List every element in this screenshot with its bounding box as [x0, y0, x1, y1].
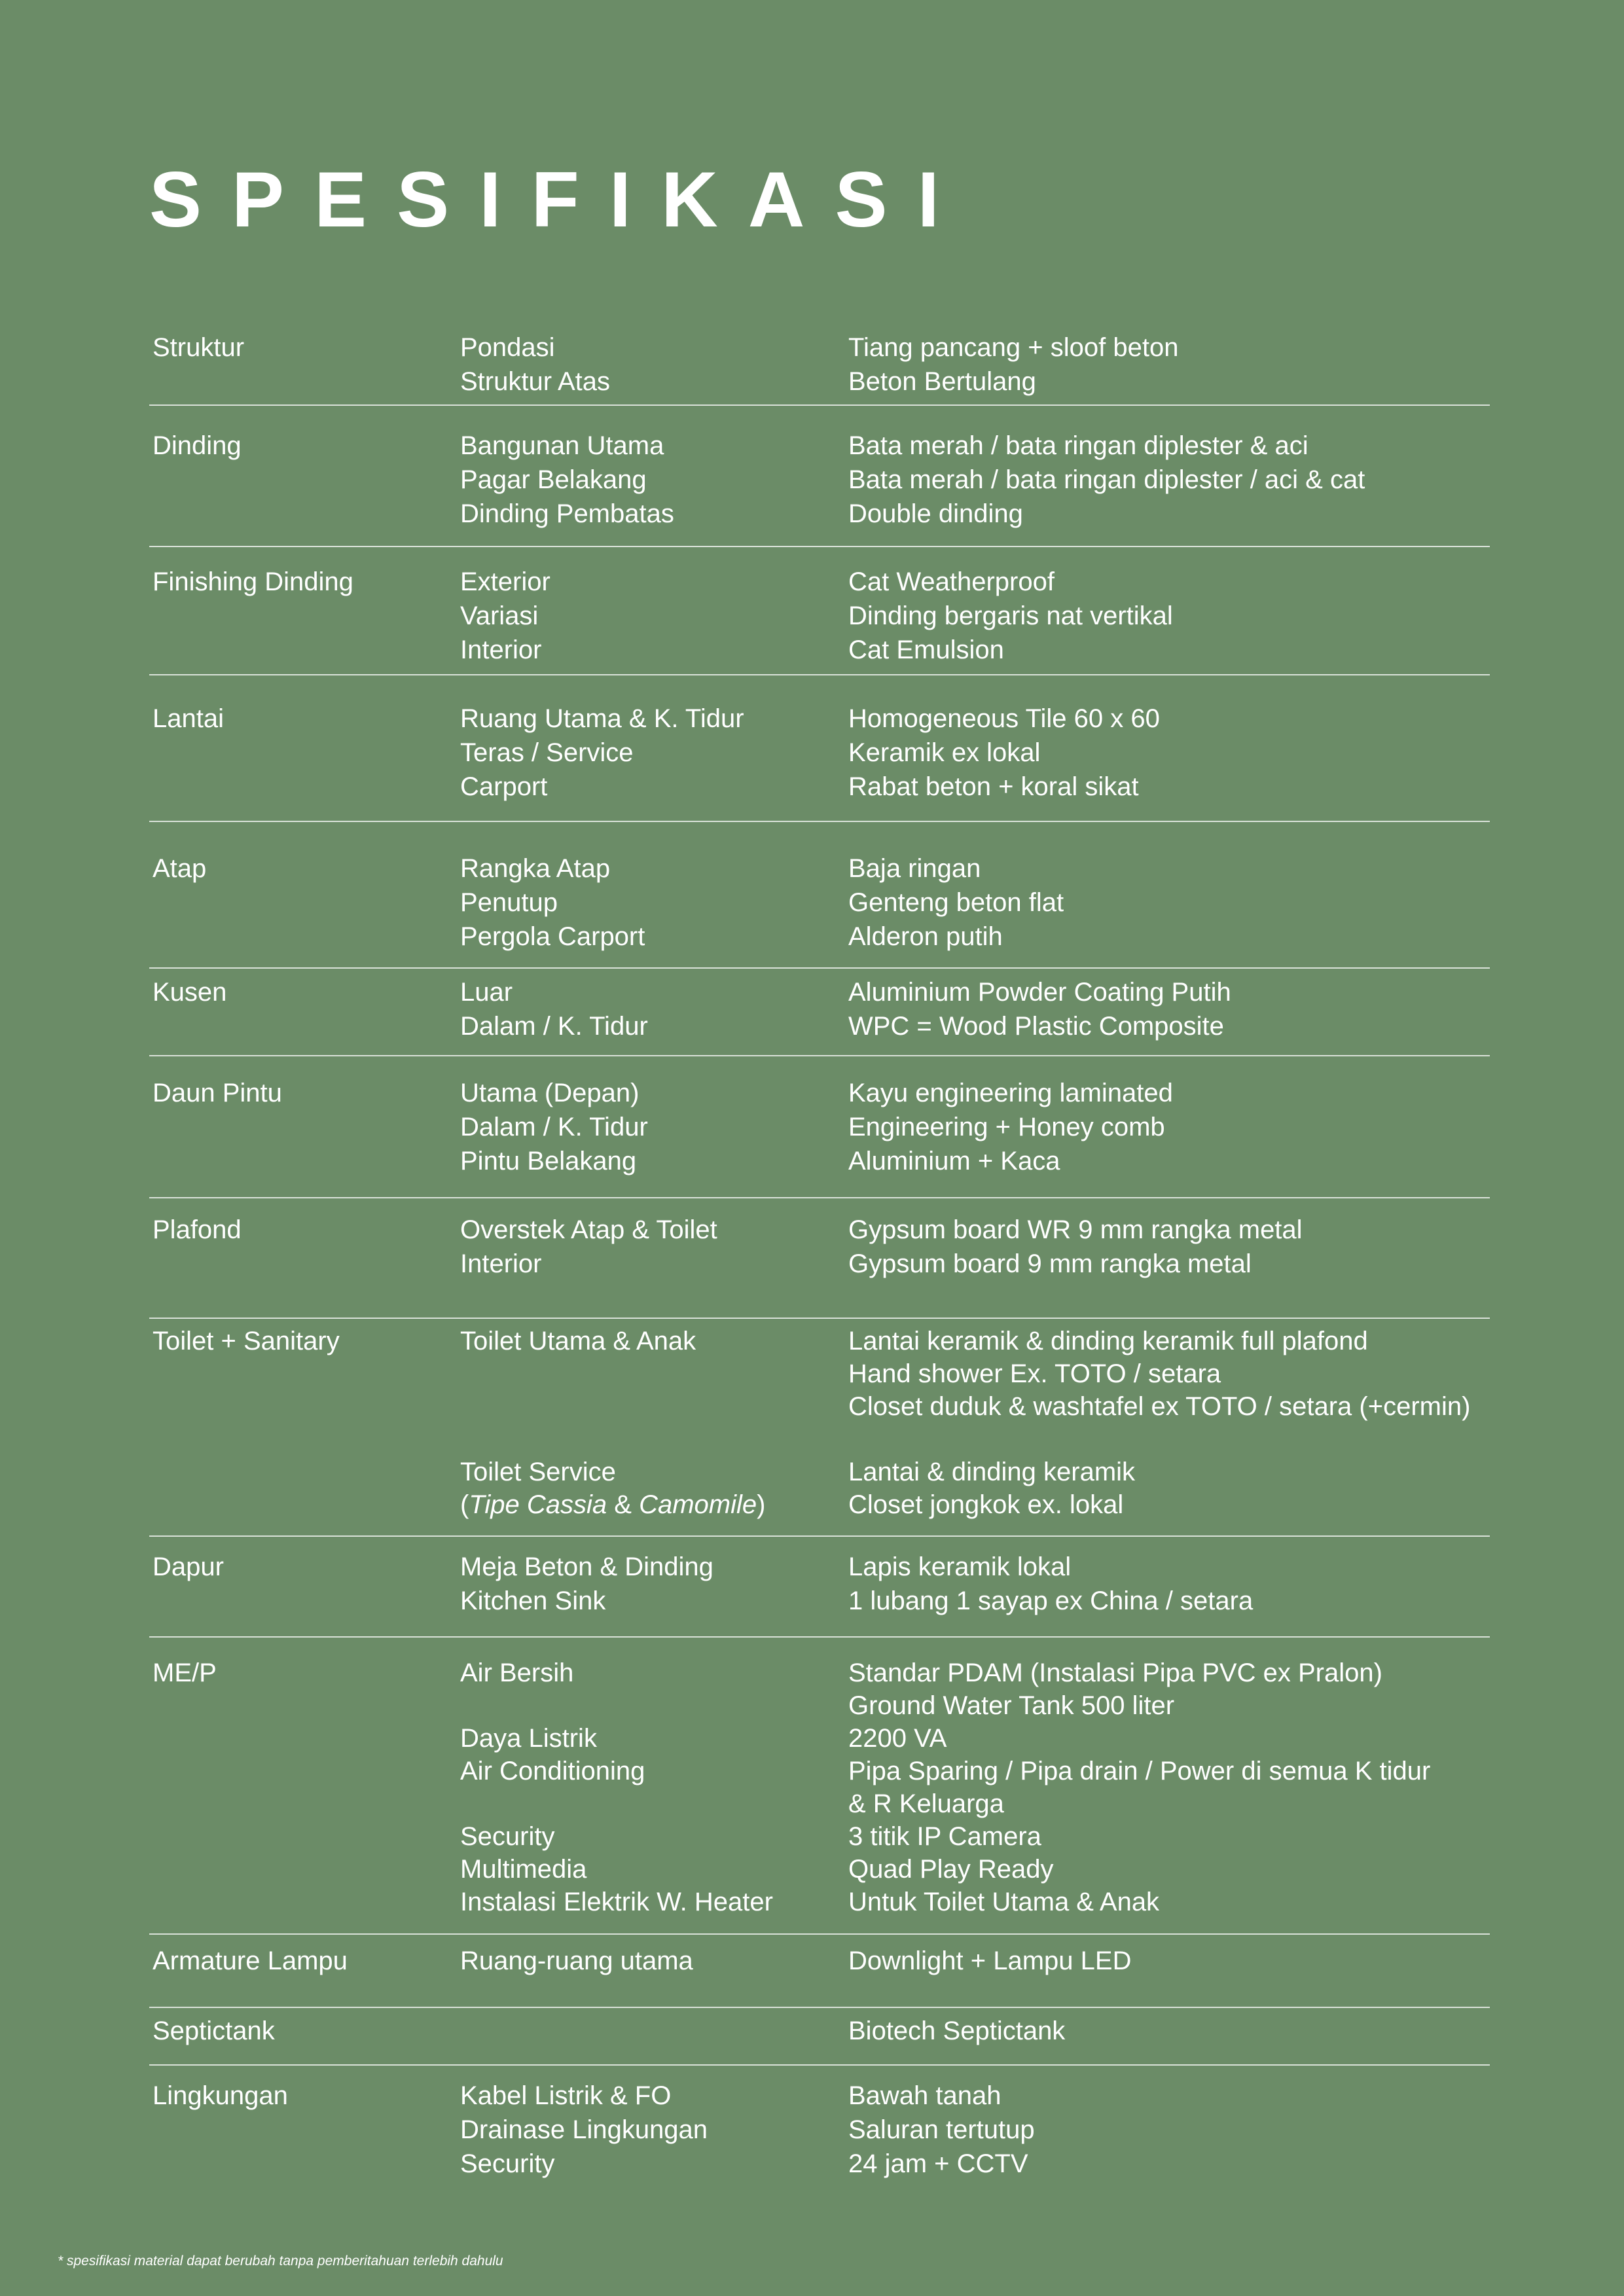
spec-section [149, 1537, 1490, 1638]
spec-value: Bawah tanah [848, 2081, 1001, 2110]
spec-item: Dalam / K. Tidur [460, 1113, 648, 1141]
spec-item: Ruang Utama & K. Tidur [460, 704, 744, 733]
spec-item: Penutup [460, 888, 558, 917]
spec-value: Baja ringan [848, 854, 981, 883]
spec-item: Carport [460, 772, 548, 801]
spec-item: Air Bersih [460, 1659, 574, 1687]
spec-value: Keramik ex lokal [848, 738, 1041, 767]
spec-item: Teras / Service [460, 738, 634, 767]
spec-value: Untuk Toilet Utama & Anak [848, 1888, 1160, 1916]
spec-item: Air Conditioning [460, 1757, 645, 1785]
spec-section [149, 1198, 1490, 1319]
spec-section [149, 1319, 1490, 1537]
spec-category: Atap [153, 854, 207, 883]
spec-value: Ground Water Tank 500 liter [848, 1691, 1175, 1720]
spec-value: Closet jongkok ex. lokal [848, 1490, 1124, 1519]
spec-value: Biotech Septictank [848, 2017, 1066, 2045]
spec-value: 24 jam + CCTV [848, 2149, 1028, 2178]
spec-value: Closet duduk & washtafel ex TOTO / setara (+cermin) [848, 1392, 1471, 1421]
spec-item: Toilet Service [460, 1458, 616, 1486]
spec-category: Armature Lampu [153, 1946, 348, 1975]
spec-value: Beton Bertulang [848, 367, 1036, 396]
spec-category: Lingkungan [153, 2081, 288, 2110]
spec-value: Homogeneous Tile 60 x 60 [848, 704, 1160, 733]
spec-item: Toilet Utama & Anak [460, 1327, 696, 1355]
spec-item: Dinding Pembatas [460, 499, 674, 528]
spec-section [149, 675, 1490, 822]
spec-section [149, 406, 1490, 547]
spec-value: Genteng beton flat [848, 888, 1064, 917]
spec-item: Struktur Atas [460, 367, 610, 396]
spec-section [149, 969, 1490, 1056]
spec-item: Pagar Belakang [460, 465, 647, 494]
spec-category: Lantai [153, 704, 224, 733]
spec-item: Security [460, 2149, 555, 2178]
spec-item: Rangka Atap [460, 854, 611, 883]
spec-value: Standar PDAM (Instalasi Pipa PVC ex Pralon) [848, 1659, 1382, 1687]
spec-item: Daya Listrik [460, 1724, 597, 1753]
spec-value: Bata merah / bata ringan diplester / aci & cat [848, 465, 1365, 494]
spec-item: Bangunan Utama [460, 431, 664, 460]
spec-item: Pondasi [460, 333, 555, 362]
spec-value: Aluminium + Kaca [848, 1147, 1060, 1175]
spec-item: (Tipe Cassia & Camomile) [460, 1490, 766, 1519]
spec-value: Cat Weatherproof [848, 567, 1055, 596]
spec-category: Kusen [153, 978, 227, 1007]
spec-item: Kitchen Sink [460, 1587, 606, 1615]
spec-item: Interior [460, 1249, 542, 1278]
spec-item: Kabel Listrik & FO [460, 2081, 672, 2110]
spec-value: 1 lubang 1 sayap ex China / setara [848, 1587, 1254, 1615]
spec-value: Lantai & dinding keramik [848, 1458, 1136, 1486]
spec-item: Utama (Depan) [460, 1079, 640, 1107]
spec-item: Exterior [460, 567, 550, 596]
spec-item: Luar [460, 978, 513, 1007]
spec-item: Ruang-ruang utama [460, 1946, 693, 1975]
spec-value: Gypsum board 9 mm rangka metal [848, 1249, 1252, 1278]
spec-item: Pergola Carport [460, 922, 645, 951]
spec-section [149, 2008, 1490, 2066]
spec-item: Drainase Lingkungan [460, 2115, 708, 2144]
spec-value: Double dinding [848, 499, 1023, 528]
spec-value: Downlight + Lampu LED [848, 1946, 1132, 1975]
spec-value: Kayu engineering laminated [848, 1079, 1173, 1107]
spec-value: Cat Emulsion [848, 636, 1004, 664]
spec-value: Engineering + Honey comb [848, 1113, 1165, 1141]
spec-category: Plafond [153, 1215, 242, 1244]
spec-value: Tiang pancang + sloof beton [848, 333, 1179, 362]
page-title: SPESIFIKASI [149, 156, 969, 243]
spec-value: Dinding bergaris nat vertikal [848, 601, 1173, 630]
spec-value: WPC = Wood Plastic Composite [848, 1012, 1224, 1041]
spec-value: Pipa Sparing / Pipa drain / Power di semua K tidur [848, 1757, 1431, 1785]
spec-section [149, 1638, 1490, 1935]
spec-value: Quad Play Ready [848, 1855, 1054, 1884]
spec-section [149, 822, 1490, 969]
spec-item: Pintu Belakang [460, 1147, 637, 1175]
spec-value: Bata merah / bata ringan diplester & aci [848, 431, 1308, 460]
spec-section [149, 2066, 1490, 2190]
spec-table [149, 317, 1490, 2190]
spec-item: Interior [460, 636, 542, 664]
spec-section [149, 317, 1490, 406]
spec-category: Dapur [153, 1552, 224, 1581]
spec-item: Overstek Atap & Toilet [460, 1215, 717, 1244]
spec-value: Rabat beton + koral sikat [848, 772, 1139, 801]
spec-item: Variasi [460, 601, 539, 630]
spec-value: 3 titik IP Camera [848, 1822, 1041, 1851]
spec-value: Aluminium Powder Coating Putih [848, 978, 1231, 1007]
spec-section [149, 1056, 1490, 1198]
spec-value: Lantai keramik & dinding keramik full plafond [848, 1327, 1368, 1355]
spec-value: 2200 VA [848, 1724, 947, 1753]
spec-value: Lapis keramik lokal [848, 1552, 1072, 1581]
spec-category: Dinding [153, 431, 242, 460]
spec-item: Meja Beton & Dinding [460, 1552, 713, 1581]
spec-section [149, 547, 1490, 675]
spec-category: ME/P [153, 1659, 217, 1687]
spec-category: Finishing Dinding [153, 567, 353, 596]
spec-category: Toilet + Sanitary [153, 1327, 340, 1355]
footnote: * spesifikasi material dapat berubah tanpa pemberitahuan terlebih dahulu [58, 2253, 503, 2269]
spec-value: Hand shower Ex. TOTO / setara [848, 1359, 1221, 1388]
spec-value: Gypsum board WR 9 mm rangka metal [848, 1215, 1303, 1244]
spec-value: & R Keluarga [848, 1789, 1004, 1818]
spec-item: Security [460, 1822, 555, 1851]
spec-item: Multimedia [460, 1855, 587, 1884]
spec-section [149, 1935, 1490, 2008]
spec-category: Struktur [153, 333, 245, 362]
spec-category: Daun Pintu [153, 1079, 282, 1107]
spec-item: Dalam / K. Tidur [460, 1012, 648, 1041]
spec-value: Saluran tertutup [848, 2115, 1035, 2144]
spec-value: Alderon putih [848, 922, 1003, 951]
spec-category: Septictank [153, 2017, 275, 2045]
spec-item: Instalasi Elektrik W. Heater [460, 1888, 773, 1916]
